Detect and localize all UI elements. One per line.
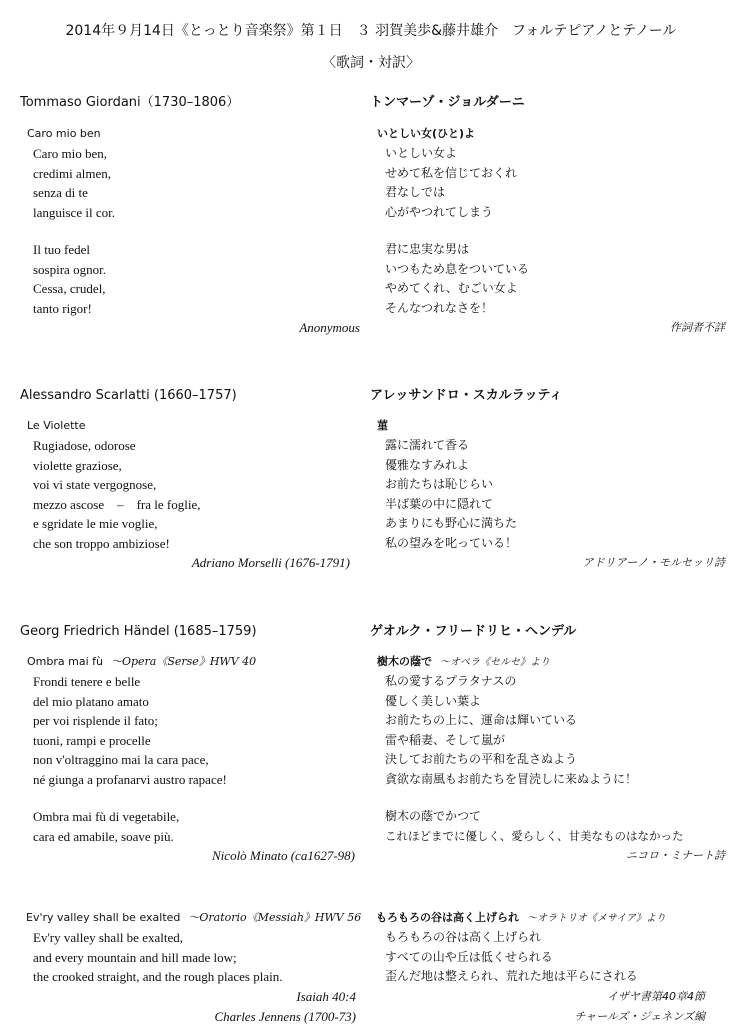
lyric-line: non v'oltraggino mai la cara pace, [33,752,209,767]
lyric-line: Frondi tenere e belle [33,674,141,689]
lyric-line: e sgridate le mie voglie, [33,516,158,531]
lyric-line: the crooked straight, and the rough places plain. [33,969,283,984]
translation-line: 決してお前たちの平和を乱さぬよう [385,752,578,766]
lyrics [33,436,360,553]
lyric-line: Caro mio ben, [33,146,108,161]
lyrics [33,928,360,987]
lyric-line: tuoni, rampi e procelle [33,732,151,748]
translation-column [370,93,725,338]
original-column [20,908,360,1027]
translation-line: 君に忠実な男は [385,242,470,256]
lyric-line: né giunga a profanarvi austro rapace! [33,771,227,787]
lyricist-credit-ja: アドリアーノ・モルセッリ詩 [582,556,725,569]
translation-lyrics [385,672,725,846]
lyricist-credit: Anonymous [299,320,360,335]
translation-line: これほどまでに優しく、愛らしく、甘美なものはなかった [385,828,684,843]
song-source-ja: ～オラトリオ《メサイア》より [527,913,666,924]
song-title-ja-text: 樹木の蔭で [377,655,432,668]
composer-name-ja: トンマーゾ・ジョルダーニ [370,95,525,110]
translation-line: 私の愛するプラタナスの [385,674,517,688]
lyric-line: voi vi state vergognose, [33,477,157,492]
translation-line: 私の望みを叱っている！ [385,535,518,550]
song-title-ja-text: いとしい女(ひと)よ [377,127,476,140]
lyricist-credit-ja: チャールズ・ジェネンズ編 [574,1009,705,1023]
translation-line: お前たちの上に、運命は輝いている [385,713,578,727]
lyricist-credit-ja: 作詞者不詳 [670,321,725,334]
lyrics [33,672,360,846]
lyric-line: tanto rigor! [33,300,92,316]
lyric-line: mezzo ascose – fra le foglie, [33,496,201,512]
translation-line: せめて私を信じておくれ [385,165,518,180]
lyric-line: sospira ognor. [33,261,106,277]
stanza-gap [33,789,360,807]
program-title: 2014年９月14日《とっとり音楽祭》第１日 ３ 羽賀美歩&藤井雄介 フォルテピアノとテノール [65,23,677,39]
song-title [27,652,360,672]
translation-line: もろもろの谷は高く上げられ [385,930,542,944]
stanza-gap [385,222,725,240]
composer-name-ja: アレッサンドロ・スカルラッティ [370,388,563,403]
lyric-line: violette graziose, [33,457,122,473]
lyricist-credit: Nicolò Minato (ca1627-98) [212,848,355,863]
translation-line: 貪欲な南風もお前たちを冒涜しに来ぬように！ [385,771,638,786]
lyric-line: Ombra mai fù di vegetabile, [33,809,180,824]
lyricist-credit: Charles Jennens (1700-73) [214,1008,356,1024]
lyric-line: del mio platano amato [33,693,149,709]
original-column [20,93,360,338]
composer-name-ja: ゲオルク・フリードリヒ・ヘンデル [370,624,577,639]
stanza-gap [385,789,725,807]
scripture-credit: Isaiah 40:4 [296,988,356,1004]
lyric-line: languisce il cor. [33,204,115,220]
composer-name: Georg Friedrich Händel (1685–1759) [20,624,257,639]
lyric-line: senza di te [33,185,88,200]
translation-column [370,386,725,573]
translation-line: やめてくれ、むごい女よ [385,281,518,295]
lyric-line: per voi risplende il fato; [33,713,158,728]
translation-line: 優しく美しい葉よ [385,693,482,708]
translation-line: お前たちは恥じらい [385,477,494,491]
song-title-text: Le Violette [27,419,86,432]
song-title-ja-text: 菫 [377,419,388,432]
translation-line: いつもため息をついている [385,261,530,276]
translation-lyrics [385,928,725,987]
song-title-text: Ombra mai fù [27,655,103,668]
lyrics [33,144,360,318]
translation-line: 雷や稲妻、そして嵐が [385,732,506,747]
translation-line: いとしい女よ [385,146,458,160]
original-column [20,622,360,866]
composer-name: Alessandro Scarlatti (1660–1757) [20,388,237,403]
program-subtitle: 〈歌詞・対訳〉 [322,55,420,71]
lyricist-credit-ja: ニコロ・ミナート詩 [626,849,725,862]
song-title-text: Ev'ry valley shall be exalted [26,911,181,924]
composer-name: Tommaso Giordani（1730–1806） [20,95,240,110]
song-title-ja [377,416,725,436]
lyric-line: credimi almen, [33,165,111,181]
translation-line: 君なしでは [385,185,446,199]
translation-line: あまりにも野心に満ちた [385,516,518,530]
lyric-line: Cessa, crudel, [33,281,106,296]
translation-lyrics [385,144,725,318]
original-column [20,386,360,573]
lyric-line: Il tuo fedel [33,242,91,257]
lyric-line: Rugiadose, odorose [33,438,136,453]
translation-lyrics [385,436,725,553]
translation-line: 露に濡れて香る [385,438,470,452]
song-source-ja: ～オペラ《セルセ》より [440,657,550,668]
translation-line: そんなつれなさを！ [385,300,494,315]
scripture-credit-ja: イザヤ書第40章4節 [607,989,705,1003]
lyric-line: Ev'ry valley shall be exalted, [33,930,183,945]
translation-line: すべての山や丘は低くせられる [385,949,553,964]
translation-line: 樹木の蔭でかつて [385,809,482,823]
lyric-line: cara ed amabile, soave più. [33,828,174,844]
translation-column [370,908,725,1027]
translation-line: 歪んだ地は整えられ、荒れた地は平らにされる [385,969,638,983]
translation-line: 優雅なすみれよ [385,457,470,472]
song-title [26,908,360,928]
song-title [27,416,360,436]
lyricist-credit: Adriano Morselli (1676-1791) [191,555,350,570]
song-source: ～Opera《Serse》HWV 40 [110,655,257,668]
lyric-line: che son troppo ambiziose! [33,535,170,551]
song-source: ～Oratorio《Messiah》HWV 56 [188,911,362,924]
song-title-ja [377,124,725,144]
translation-line: 心がやつれてしまう [385,204,494,219]
stanza-gap [33,222,360,240]
song-title-text: Caro mio ben [27,127,101,140]
lyric-line: and every mountain and hill made low; [33,949,237,965]
translation-column [370,622,725,866]
song-title-ja [376,908,725,928]
song-title-ja-text: もろもろの谷は高く上げられ [376,911,519,924]
song-title [27,124,360,144]
translation-line: 半ば葉の中に隠れて [385,496,494,511]
song-title-ja [377,652,725,672]
